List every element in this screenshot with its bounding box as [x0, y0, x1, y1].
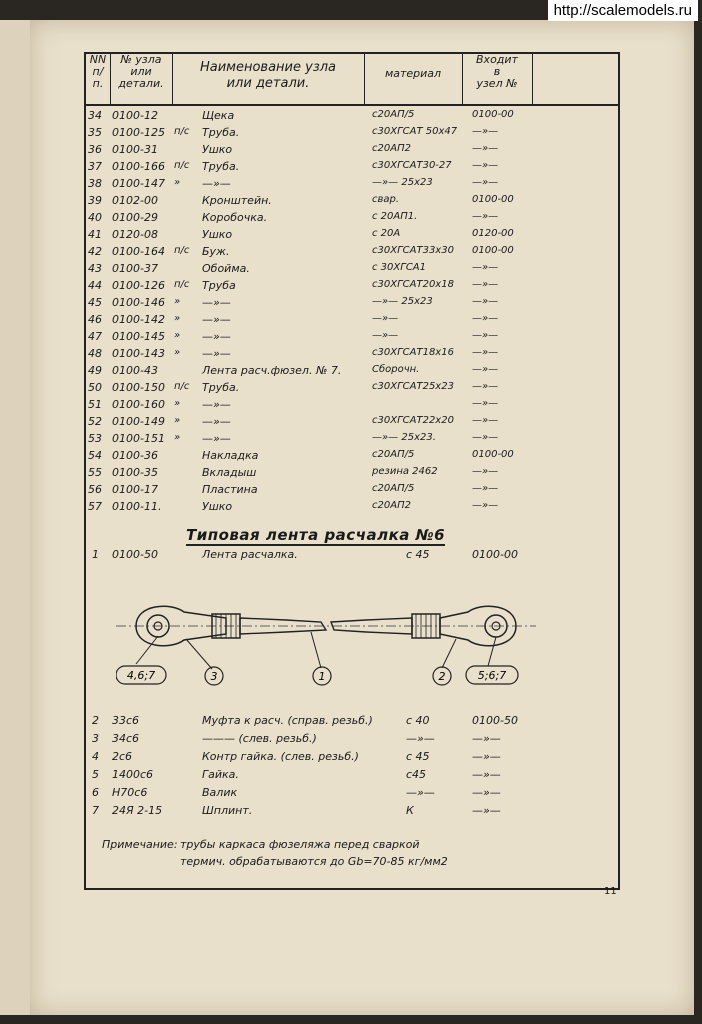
row-material: с30ХГСАТ33х30 — [372, 245, 454, 256]
row-included: —»— — [472, 313, 499, 324]
row-number: 38 — [88, 177, 102, 190]
row-name: —»— — [202, 432, 231, 445]
row-number: 40 — [88, 211, 102, 224]
row-material: —»— 25х23 — [372, 177, 433, 188]
row-name: Труба. — [202, 381, 240, 394]
row-included: —»— — [472, 347, 499, 358]
row-mark: п/с — [174, 279, 190, 290]
row-mark: п/с — [174, 126, 190, 137]
row-code: 0120-08 — [112, 228, 158, 241]
section-row — [86, 548, 618, 565]
table-row — [86, 109, 618, 126]
table-row — [86, 194, 618, 211]
table-row — [86, 228, 618, 245]
header-code-line2: или — [130, 65, 152, 78]
table-row — [86, 330, 618, 347]
row-material: Сборочн. — [372, 364, 420, 375]
hardware-row — [86, 768, 618, 785]
row-name: Вкладыш — [202, 466, 257, 479]
row-included: 0100-00 — [472, 449, 514, 460]
table-row — [86, 245, 618, 262]
header-material-text: материал — [384, 67, 442, 80]
table-row — [86, 279, 618, 296]
hardware-included: 0100-50 — [472, 714, 518, 727]
row-mark: » — [174, 432, 181, 443]
row-included: 0100-00 — [472, 245, 514, 256]
hardware-name: Контр гайка. (слев. резьб.) — [202, 750, 359, 763]
hardware-material: с 45 — [406, 750, 430, 763]
row-included: —»— — [472, 381, 499, 392]
row-number: 41 — [88, 228, 102, 241]
row-code: 0100-125 — [112, 126, 165, 139]
row-included: —»— — [472, 177, 499, 188]
section-row-number: 1 — [92, 548, 99, 561]
section-title: Типовая лента расчалка №6 — [186, 526, 446, 544]
note-line-1: трубы каркаса фюзеляжа перед сваркой — [180, 838, 420, 851]
row-name: Ушко — [202, 500, 233, 513]
row-number: 44 — [88, 279, 102, 292]
row-material: с20АП/5 — [372, 483, 415, 494]
turnbuckle-drawing — [116, 584, 536, 694]
hardware-included: —»— — [472, 750, 501, 763]
row-number: 56 — [88, 483, 102, 496]
row-material: с 20А — [372, 228, 401, 239]
row-code: 0100-43 — [112, 364, 158, 377]
row-code: 0100-11. — [112, 500, 162, 513]
section-row-material: с 45 — [406, 548, 430, 561]
hardware-material: с 40 — [406, 714, 430, 727]
row-material: с30ХГСАТ25х23 — [372, 381, 454, 392]
leader-callout-2 — [442, 639, 456, 668]
row-number: 48 — [88, 347, 102, 360]
row-material: с30ХГСАТ18х16 — [372, 347, 454, 358]
row-name: —»— — [202, 415, 231, 428]
hardware-number: 5 — [92, 768, 99, 781]
row-code: 0100-145 — [112, 330, 165, 343]
table-row — [86, 143, 618, 160]
header-included-line2: в — [493, 65, 501, 78]
leader-left-tag — [136, 636, 158, 664]
row-included: 0100-00 — [472, 194, 514, 205]
row-number: 42 — [88, 245, 102, 258]
table-row — [86, 415, 618, 432]
section-row-name: Лента расчалка. — [202, 548, 298, 561]
row-material: свар. — [372, 194, 400, 205]
row-number: 55 — [88, 466, 102, 479]
row-name: Кронштейн. — [202, 194, 272, 207]
hardware-code: 1400с6 — [112, 768, 154, 781]
header-material — [364, 54, 463, 104]
row-mark: п/с — [174, 381, 190, 392]
left-tag-text: 4,6;7 — [126, 669, 156, 682]
leader-callout-3 — [186, 639, 212, 669]
table-row — [86, 466, 618, 483]
watermark: http://scalemodels.ru — [548, 0, 698, 21]
row-name: Щека — [202, 109, 235, 122]
hardware-number: 6 — [92, 786, 99, 799]
hardware-included: —»— — [472, 768, 501, 781]
row-material: —»— — [372, 330, 399, 341]
note-line-2: термич. обрабатываются до Gb=70-85 кг/мм2 — [180, 855, 448, 868]
row-code: 0100-150 — [112, 381, 165, 394]
hardware-name: Валик — [202, 786, 238, 799]
table-row — [86, 500, 618, 517]
hardware-included: —»— — [472, 732, 501, 745]
callout-3-text: 3 — [210, 670, 218, 683]
row-code: 0100-149 — [112, 415, 165, 428]
header-included — [462, 54, 533, 104]
table-row — [86, 432, 618, 449]
row-material: с20АП2 — [372, 143, 411, 154]
header-number-line1: NN — [89, 53, 107, 66]
row-name: —»— — [202, 296, 231, 309]
row-name: —»— — [202, 347, 231, 360]
row-included: —»— — [472, 211, 499, 222]
row-number: 37 — [88, 160, 102, 173]
header-name-line2: или детали. — [226, 76, 310, 91]
row-name: —»— — [202, 313, 231, 326]
table-row — [86, 398, 618, 415]
row-mark: » — [174, 313, 181, 324]
row-name: Труба — [202, 279, 236, 292]
row-material: с30ХГСАТ 50х47 — [372, 126, 458, 137]
row-code: 0100-36 — [112, 449, 158, 462]
row-included: —»— — [472, 466, 499, 477]
row-number: 34 — [88, 109, 102, 122]
hardware-number: 3 — [92, 732, 99, 745]
row-name: Обойма. — [202, 262, 250, 275]
row-code: 0100-146 — [112, 296, 165, 309]
header-included-line1: Входит — [476, 53, 518, 66]
header-number-line2: п/ — [92, 65, 104, 78]
row-included: —»— — [472, 500, 499, 511]
header-code-line3: детали. — [118, 77, 164, 90]
row-code: 0100-160 — [112, 398, 165, 411]
hardware-code: 34с6 — [112, 732, 140, 745]
row-code: 0100-151 — [112, 432, 165, 445]
table-row — [86, 483, 618, 500]
table-row — [86, 296, 618, 313]
hardware-material: К — [406, 804, 414, 817]
hardware-material: с45 — [406, 768, 427, 781]
row-name: Труба. — [202, 126, 240, 139]
section-row-code: 0100-50 — [112, 548, 158, 561]
row-material: с20АП/5 — [372, 449, 415, 460]
row-code: 0102-00 — [112, 194, 158, 207]
header-name-line1: Наименование узла — [199, 60, 337, 75]
row-material: с20АП2 — [372, 500, 411, 511]
row-name: —»— — [202, 330, 231, 343]
header-code-line1: № узла — [120, 53, 162, 66]
row-included: —»— — [472, 483, 499, 494]
row-number: 36 — [88, 143, 102, 156]
table-row — [86, 347, 618, 364]
hardware-code: 33с6 — [112, 714, 140, 727]
row-material: с 30ХГСА1 — [372, 262, 427, 273]
row-code: 0100-12 — [112, 109, 158, 122]
row-material: резина 2462 — [372, 466, 438, 477]
row-material: —»— 25х23. — [372, 432, 436, 443]
row-name: Накладка — [202, 449, 259, 462]
hardware-number: 2 — [92, 714, 99, 727]
row-name: Труба. — [202, 160, 240, 173]
hardware-name: Муфта к расч. (справ. резьб.) — [202, 714, 373, 727]
row-number: 35 — [88, 126, 102, 139]
row-material: с30ХГСАТ22х20 — [372, 415, 454, 426]
row-code: 0100-31 — [112, 143, 158, 156]
row-code: 0100-35 — [112, 466, 158, 479]
hardware-row — [86, 804, 618, 821]
row-included: —»— — [472, 160, 499, 171]
row-included: —»— — [472, 296, 499, 307]
row-number: 54 — [88, 449, 102, 462]
row-code: 0100-37 — [112, 262, 158, 275]
header-name — [172, 54, 365, 104]
row-code: 0100-126 — [112, 279, 165, 292]
row-included: —»— — [472, 143, 499, 154]
section-row-included: 0100-00 — [472, 548, 518, 561]
row-name: —»— — [202, 398, 231, 411]
row-included: 0100-00 — [472, 109, 514, 120]
hardware-code: Н70с6 — [112, 786, 148, 799]
row-mark: п/с — [174, 160, 190, 171]
row-number: 49 — [88, 364, 102, 377]
hardware-name: Гайка. — [202, 768, 239, 781]
row-number: 50 — [88, 381, 102, 394]
row-included: —»— — [472, 364, 499, 375]
row-name: Буж. — [202, 245, 230, 258]
hardware-row — [86, 714, 618, 731]
right-tag-text: 5;6;7 — [477, 669, 507, 682]
table-row — [86, 262, 618, 279]
note-label: Примечание: — [102, 838, 178, 851]
hardware-name: Шплинт. — [202, 804, 253, 817]
row-number: 53 — [88, 432, 102, 445]
hardware-row — [86, 750, 618, 767]
hardware-code: 24Я 2-15 — [112, 804, 163, 817]
leader-right-tag — [488, 637, 496, 666]
row-code: 0100-143 — [112, 347, 165, 360]
row-mark: » — [174, 398, 181, 409]
table-row — [86, 211, 618, 228]
row-included: 0120-00 — [472, 228, 514, 239]
table-row — [86, 381, 618, 398]
row-included: —»— — [472, 415, 499, 426]
hardware-material: —»— — [406, 786, 435, 799]
row-number: 47 — [88, 330, 102, 343]
callout-2-text: 2 — [438, 670, 446, 683]
table-row — [86, 449, 618, 466]
row-material: —»— 25х23 — [372, 296, 433, 307]
row-mark: » — [174, 347, 181, 358]
row-number: 43 — [88, 262, 102, 275]
row-mark: » — [174, 415, 181, 426]
row-code: 0100-164 — [112, 245, 165, 258]
row-number: 51 — [88, 398, 102, 411]
row-code: 0100-166 — [112, 160, 165, 173]
row-code: 0100-142 — [112, 313, 165, 326]
header-code — [110, 54, 173, 104]
row-code: 0100-147 — [112, 177, 165, 190]
row-material: —»— — [372, 313, 399, 324]
hardware-row — [86, 786, 618, 803]
row-included: —»— — [472, 398, 499, 409]
page-number: 11 — [604, 886, 617, 897]
row-name: Ушко — [202, 143, 233, 156]
header-number-line3: п. — [92, 77, 104, 90]
row-mark: » — [174, 296, 181, 307]
row-name: Ушко — [202, 228, 233, 241]
row-number: 57 — [88, 500, 102, 513]
hardware-included: —»— — [472, 786, 501, 799]
table-row — [86, 126, 618, 143]
hardware-row — [86, 732, 618, 749]
parts-table — [84, 52, 620, 890]
row-code: 0100-17 — [112, 483, 158, 496]
row-material: с30ХГСАТ30-27 — [372, 160, 452, 171]
hardware-number: 7 — [92, 804, 99, 817]
row-name: Лента расч.фюзел. № 7. — [202, 364, 342, 377]
row-number: 45 — [88, 296, 102, 309]
row-number: 39 — [88, 194, 102, 207]
row-number: 46 — [88, 313, 102, 326]
row-material: с 20АП1. — [372, 211, 418, 222]
row-code: 0100-29 — [112, 211, 158, 224]
hardware-included: —»— — [472, 804, 501, 817]
table-row — [86, 364, 618, 381]
table-header — [86, 54, 618, 106]
hardware-code: 2с6 — [112, 750, 133, 763]
row-included: —»— — [472, 262, 499, 273]
row-material: с30ХГСАТ20х18 — [372, 279, 454, 290]
row-material: с20АП/5 — [372, 109, 415, 120]
leader-callout-1 — [311, 632, 321, 668]
hardware-number: 4 — [92, 750, 99, 763]
hardware-name: ——— (слев. резьб.) — [202, 732, 317, 745]
row-included: —»— — [472, 330, 499, 341]
table-row — [86, 177, 618, 194]
row-name: Коробочка. — [202, 211, 268, 224]
row-number: 52 — [88, 415, 102, 428]
row-mark: » — [174, 177, 181, 188]
row-mark: » — [174, 330, 181, 341]
row-included: —»— — [472, 126, 499, 137]
hardware-material: —»— — [406, 732, 435, 745]
row-name: —»— — [202, 177, 231, 190]
callout-1-text: 1 — [318, 670, 326, 683]
row-included: —»— — [472, 432, 499, 443]
table-row — [86, 160, 618, 177]
row-mark: п/с — [174, 245, 190, 256]
header-included-line3: узел № — [476, 77, 518, 90]
row-name: Пластина — [202, 483, 258, 496]
table-row — [86, 313, 618, 330]
left-page-edge — [0, 20, 33, 1015]
header-number — [86, 54, 111, 104]
row-included: —»— — [472, 279, 499, 290]
